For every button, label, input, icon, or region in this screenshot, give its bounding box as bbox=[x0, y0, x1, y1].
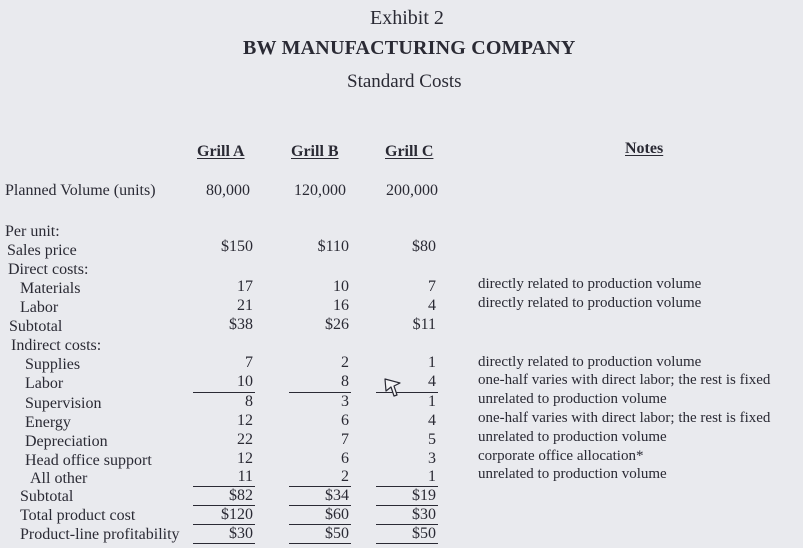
indirect-costs-label: Indirect costs: bbox=[11, 337, 102, 354]
exhibit-label: Exhibit 2 bbox=[370, 7, 444, 29]
column-header-grill-c: Grill C bbox=[385, 143, 434, 160]
energy-grill-b: 6 bbox=[341, 412, 349, 429]
depreciation-note: unrelated to production volume bbox=[478, 429, 667, 445]
mouse-pointer-icon bbox=[383, 375, 405, 401]
direct-costs-label: Direct costs: bbox=[8, 261, 89, 278]
sales-price-grill-a: $150 bbox=[221, 238, 253, 255]
all-other-grill-c: 1 bbox=[428, 468, 436, 485]
head-office-note: corporate office allocation* bbox=[478, 448, 644, 464]
total-product-cost-label: Total product cost bbox=[20, 507, 136, 524]
product-line-profitability-label: Product-line profitability bbox=[20, 526, 180, 543]
profitability-grill-a: $30 bbox=[229, 525, 253, 542]
direct-labor-label: Labor bbox=[20, 299, 59, 316]
planned-volume-grill-a: 80,000 bbox=[206, 182, 250, 199]
head-office-grill-a: 12 bbox=[237, 450, 253, 467]
all-other-note: unrelated to production volume bbox=[478, 466, 667, 482]
all-other-grill-b: 2 bbox=[341, 468, 349, 485]
supplies-grill-c: 1 bbox=[428, 354, 436, 371]
direct-labor-note: directly related to production volume bbox=[478, 295, 702, 311]
indirect-subtotal-grill-a: $82 bbox=[229, 487, 253, 504]
energy-label: Energy bbox=[25, 414, 71, 431]
energy-grill-c: 4 bbox=[428, 412, 436, 429]
all-other-label: All other bbox=[30, 470, 88, 487]
all-other-grill-a: 11 bbox=[237, 468, 253, 485]
supervision-grill-b: 3 bbox=[341, 393, 349, 410]
sales-price-label: Sales price bbox=[7, 242, 77, 259]
depreciation-grill-a: 22 bbox=[237, 431, 253, 448]
indirect-labor-label: Labor bbox=[25, 375, 64, 392]
direct-labor-grill-a: 21 bbox=[237, 297, 253, 314]
energy-note: one-half varies with direct labor; the rest is fixed bbox=[478, 410, 771, 426]
planned-volume-grill-c: 200,000 bbox=[386, 182, 438, 199]
depreciation-grill-b: 7 bbox=[341, 431, 349, 448]
indirect-subtotal-grill-c: $19 bbox=[412, 487, 436, 504]
document-subtitle: Standard Costs bbox=[347, 71, 462, 92]
energy-grill-a: 12 bbox=[237, 412, 253, 429]
materials-label: Materials bbox=[20, 280, 81, 297]
column-header-grill-b: Grill B bbox=[291, 143, 339, 160]
indirect-subtotal-grill-b: $34 bbox=[325, 487, 349, 504]
depreciation-grill-c: 5 bbox=[428, 431, 436, 448]
column-header-grill-a: Grill A bbox=[197, 143, 245, 160]
underline-profit-grill-b bbox=[289, 543, 351, 544]
indirect-labor-grill-c: 4 bbox=[428, 373, 436, 390]
supplies-grill-b: 2 bbox=[341, 354, 349, 371]
head-office-grill-b: 6 bbox=[341, 450, 349, 467]
underline-profit-grill-a bbox=[193, 543, 255, 544]
head-office-support-label: Head office support bbox=[25, 452, 152, 469]
total-cost-grill-a: $120 bbox=[221, 506, 253, 523]
materials-grill-b: 10 bbox=[333, 278, 349, 295]
materials-grill-a: 17 bbox=[237, 278, 253, 295]
indirect-labor-grill-a: 10 bbox=[237, 373, 253, 390]
direct-subtotal-grill-a: $38 bbox=[229, 316, 253, 333]
supervision-label: Supervision bbox=[25, 395, 102, 412]
total-cost-grill-b: $60 bbox=[325, 506, 349, 523]
company-name: BW MANUFACTURING COMPANY bbox=[243, 37, 576, 59]
indirect-labor-note: one-half varies with direct labor; the rest is fixed bbox=[478, 372, 771, 388]
supervision-note: unrelated to production volume bbox=[478, 391, 667, 407]
supervision-grill-c: 1 bbox=[428, 393, 436, 410]
materials-note: directly related to production volume bbox=[478, 276, 702, 292]
per-unit-label: Per unit: bbox=[5, 223, 60, 240]
supplies-label: Supplies bbox=[25, 356, 81, 373]
sales-price-grill-b: $110 bbox=[317, 238, 349, 255]
direct-subtotal-grill-c: $11 bbox=[412, 316, 436, 333]
direct-labor-grill-c: 4 bbox=[428, 297, 436, 314]
supplies-note: directly related to production volume bbox=[478, 354, 702, 370]
head-office-grill-c: 3 bbox=[428, 450, 436, 467]
depreciation-label: Depreciation bbox=[25, 433, 108, 450]
indirect-labor-grill-b: 8 bbox=[341, 373, 349, 390]
supplies-grill-a: 7 bbox=[245, 354, 253, 371]
planned-volume-label: Planned Volume (units) bbox=[5, 182, 156, 199]
indirect-subtotal-label: Subtotal bbox=[20, 488, 74, 505]
direct-subtotal-grill-b: $26 bbox=[325, 316, 349, 333]
direct-labor-grill-b: 16 bbox=[333, 297, 349, 314]
profitability-grill-c: $50 bbox=[412, 525, 436, 542]
total-cost-grill-c: $30 bbox=[412, 506, 436, 523]
supervision-grill-a: 8 bbox=[245, 393, 253, 410]
sales-price-grill-c: $80 bbox=[412, 238, 436, 255]
column-header-notes: Notes bbox=[625, 140, 664, 157]
underline-profit-grill-c bbox=[376, 543, 438, 544]
planned-volume-grill-b: 120,000 bbox=[294, 182, 346, 199]
direct-subtotal-label: Subtotal bbox=[9, 318, 63, 335]
materials-grill-c: 7 bbox=[428, 278, 436, 295]
profitability-grill-b: $50 bbox=[325, 525, 349, 542]
